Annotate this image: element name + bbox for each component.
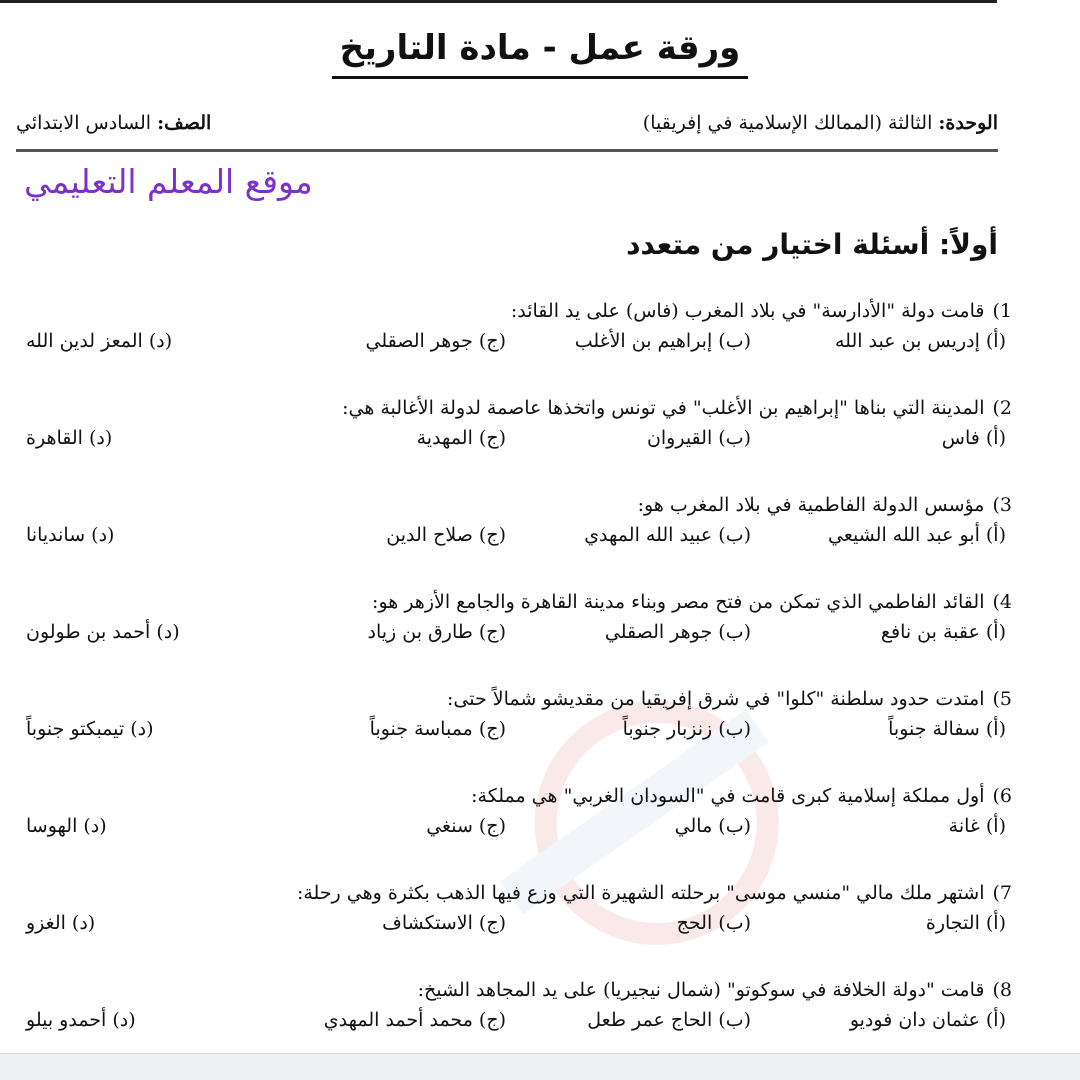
question-number: 4) — [992, 591, 1012, 613]
option-d: (د) أحمدو بيلو — [26, 1009, 136, 1031]
question-options — [26, 912, 1006, 942]
option-c: (ج) الاستكشاف — [382, 912, 506, 934]
question-text: المدينة التي بناها "إبراهيم بن الأغلب" في تونس واتخذها عاصمة لدولة الأغالبة هي: — [342, 397, 985, 419]
option-b: (ب) مالي — [674, 815, 751, 837]
question-text: قامت دولة "الأدارسة" في بلاد المغرب (فاس) على يد القائد: — [510, 300, 985, 322]
question-number: 7) — [992, 882, 1012, 904]
unit-info — [643, 112, 998, 134]
info-rule — [16, 149, 998, 152]
option-a: (أ) غانة — [948, 815, 1006, 837]
question-stem — [418, 979, 1012, 1001]
option-c: (ج) ممباسة جنوباً — [369, 718, 506, 740]
question-item — [26, 494, 1012, 591]
grade-label: الصف: — [157, 112, 212, 134]
question-text: أول مملكة إسلامية كبرى قامت في "السودان الغربي" هي مملكة: — [471, 785, 985, 807]
option-c: (ج) سنغي — [426, 815, 506, 837]
grade-value: السادس الابتدائي — [16, 112, 152, 134]
site-watermark: موقع المعلم التعليمي — [24, 162, 313, 201]
question-options — [26, 330, 1006, 360]
question-stem — [372, 591, 1012, 613]
option-d: (د) الهوسا — [26, 815, 107, 837]
option-d: (د) سانديانا — [26, 524, 115, 546]
option-a: (أ) أبو عبد الله الشيعي — [828, 524, 1006, 546]
option-c: (ج) المهدية — [416, 427, 506, 449]
question-item — [26, 591, 1012, 688]
question-options — [26, 815, 1006, 845]
grade-info — [16, 112, 211, 134]
option-d: (د) القاهرة — [26, 427, 113, 449]
question-item — [26, 397, 1012, 494]
question-options — [26, 524, 1006, 554]
option-d: (د) أحمد بن طولون — [26, 621, 180, 643]
question-stem — [638, 494, 1012, 516]
option-a: (أ) عثمان دان فوديو — [849, 1009, 1006, 1031]
unit-label: الوحدة: — [938, 112, 998, 134]
question-item — [26, 785, 1012, 882]
option-a: (أ) سفالة جنوباً — [888, 718, 1006, 740]
option-c: (ج) جوهر الصقلي — [365, 330, 506, 352]
option-c: (ج) طارق بن زياد — [367, 621, 506, 643]
option-b: (ب) القيروان — [646, 427, 751, 449]
option-c: (ج) محمد أحمد المهدي — [323, 1009, 506, 1031]
option-d: (د) الغزو — [26, 912, 96, 934]
question-options — [26, 1009, 1006, 1039]
question-options — [26, 621, 1006, 651]
questions-list — [26, 300, 1012, 1076]
question-number: 1) — [992, 300, 1012, 322]
question-number: 5) — [992, 688, 1012, 710]
question-options — [26, 718, 1006, 748]
question-text: قامت "دولة الخلافة في سوكوتو" (شمال نيجيريا) على يد المجاهد الشيخ: — [417, 979, 985, 1001]
option-b: (ب) الحج — [676, 912, 751, 934]
option-d: (د) تيمبكتو جنوباً — [26, 718, 154, 740]
option-a: (أ) إدريس بن عبد الله — [834, 330, 1006, 352]
question-text: القائد الفاطمي الذي تمكن من فتح مصر وبناء مدينة القاهرة والجامع الأزهر هو: — [372, 591, 985, 613]
question-item — [26, 300, 1012, 397]
option-b: (ب) الحاج عمر طعل — [587, 1009, 751, 1031]
top-rule — [0, 0, 997, 3]
option-b: (ب) جوهر الصقلي — [604, 621, 751, 643]
question-text: مؤسس الدولة الفاطمية في بلاد المغرب هو: — [637, 494, 985, 516]
question-options — [26, 427, 1006, 457]
option-a: (أ) عقبة بن نافع — [880, 621, 1006, 643]
question-item — [26, 688, 1012, 785]
title-wrap — [0, 28, 1080, 79]
unit-value: الثالثة (الممالك الإسلامية في إفريقيا) — [642, 112, 933, 134]
question-text: اشتهر ملك مالي "منسي موسى" برحلته الشهيرة التي وزع فيها الذهب بكثرة وهي رحلة: — [296, 882, 985, 904]
option-c: (ج) صلاح الدين — [386, 524, 506, 546]
question-item — [26, 882, 1012, 979]
option-b: (ب) إبراهيم بن الأغلب — [574, 330, 751, 352]
question-stem — [511, 300, 1012, 322]
question-number: 8) — [992, 979, 1012, 1001]
question-number: 2) — [992, 397, 1012, 419]
info-row — [16, 112, 998, 142]
option-b: (ب) زنزبار جنوباً — [622, 718, 751, 740]
page-title: ورقة عمل - مادة التاريخ — [332, 28, 749, 79]
option-a: (أ) فاس — [941, 427, 1006, 449]
question-stem — [342, 397, 1012, 419]
option-d: (د) المعز لدين الله — [26, 330, 173, 352]
option-a: (أ) التجارة — [925, 912, 1006, 934]
question-text: امتدت حدود سلطنة "كلوا" في شرق إفريقيا من مقديشو شمالاً حتى: — [447, 688, 985, 710]
viewer-bottom-bar — [0, 1053, 1080, 1080]
question-stem — [297, 882, 1012, 904]
question-stem — [447, 688, 1012, 710]
question-number: 3) — [992, 494, 1012, 516]
question-number: 6) — [992, 785, 1012, 807]
option-b: (ب) عبيد الله المهدي — [584, 524, 751, 546]
section-title: أولاً: أسئلة اختيار من متعدد — [626, 228, 998, 261]
question-stem — [471, 785, 1012, 807]
